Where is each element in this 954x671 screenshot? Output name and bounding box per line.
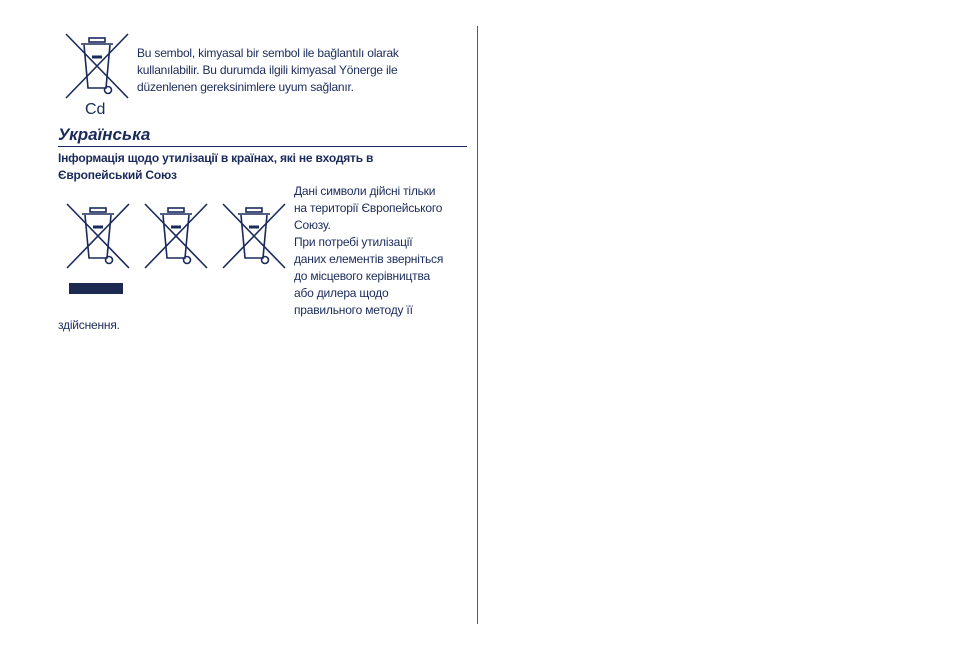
section-subheading bbox=[58, 150, 468, 184]
column-divider bbox=[477, 26, 478, 624]
text-line: даних елементів зверніться bbox=[294, 252, 444, 266]
section-heading: Українська bbox=[58, 125, 467, 147]
text-line: Bu sembol, kimyasal bir sembol ile bağlantılı olarak bbox=[137, 46, 399, 60]
crossed-out-bin-icon-3 bbox=[221, 202, 287, 270]
turkish-paragraph bbox=[137, 45, 457, 96]
solid-bar-mark bbox=[69, 283, 123, 294]
ukrainian-paragraph-tail: здійснення. bbox=[58, 318, 120, 332]
chemical-symbol-label: Cd bbox=[85, 101, 106, 118]
subheading-line: Європейський Союз bbox=[58, 168, 177, 182]
text-line: правильного методу її bbox=[294, 303, 413, 317]
text-line: до місцевого керівництва bbox=[294, 269, 430, 283]
subheading-line: Інформація щодо утилізації в країнах, які не входять в bbox=[58, 151, 374, 165]
text-line: Союзу. bbox=[294, 218, 331, 232]
crossed-out-bin-icon-1 bbox=[65, 202, 131, 270]
text-line: При потребі утилізації bbox=[294, 235, 413, 249]
text-line: Дані символи дійсні тільки bbox=[294, 184, 436, 198]
text-line: kullanılabilir. Bu durumda ilgili kimyasal Yönerge ile bbox=[137, 63, 398, 77]
crossed-out-bin-cd-icon bbox=[64, 32, 130, 100]
text-line: на території Європейського bbox=[294, 201, 443, 215]
text-line: düzenlenen gereksinimlere uyum sağlanır. bbox=[137, 80, 354, 94]
ukrainian-paragraph bbox=[294, 183, 474, 319]
crossed-out-bin-icon-2 bbox=[143, 202, 209, 270]
text-line: або дилера щодо bbox=[294, 286, 389, 300]
